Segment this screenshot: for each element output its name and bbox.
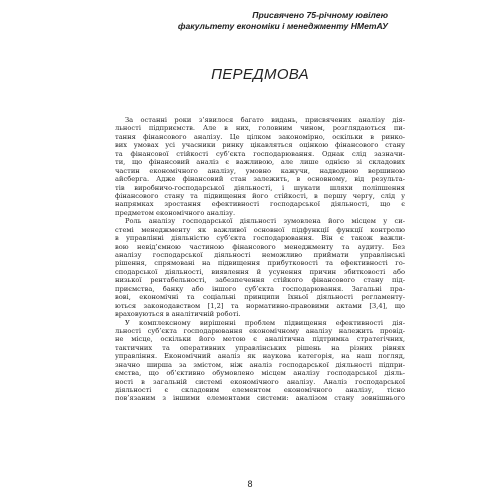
dedication-line: факультету економіки і менеджменту НМетАУ — [177, 20, 388, 31]
text-line: сподарської діяльності, виявлення й усунення причин збитковості або — [115, 267, 405, 276]
dedication-header — [128, 10, 388, 31]
text-line: стемі менеджменту як важливої основної підфункції функції контролю — [115, 225, 405, 234]
text-line: значно ширша за змістом, ніж аналіз господарської діяльності підпри- — [115, 360, 405, 369]
text-line: ються законодавством [1,2] та нормативно-правовими актами [3,4], що — [115, 301, 405, 310]
text-line: діяльності є складовим елементом економічного аналізу, тісно — [115, 386, 405, 394]
body-text — [115, 116, 405, 403]
text-line: вою невід’ємною частиною фінансового менеджменту та аудиту. Без — [115, 242, 405, 251]
text-line: ти, що фінансовий аналіз є важливою, але лише однією зі складових — [115, 158, 405, 167]
text-line: предметом економічного аналізу. — [115, 208, 236, 217]
text-line: ємства, що об’єктивно обумовлено місцем аналізу господарської діяль- — [115, 369, 405, 378]
text-line: напрямках зростання ефективності господарської діяльності, що є — [115, 200, 405, 209]
text-line: управління. Економічний аналіз як наукова категорія, на наш погляд, — [115, 352, 405, 361]
text-line: льності суб’єкта господарювання економічному аналізу належить провід- — [115, 326, 405, 335]
text-line: низької рентабельності, забезпечення стійкого фінансового стану під- — [115, 276, 405, 285]
page-number: 8 — [247, 479, 253, 489]
text-line: Роль аналізу господарської діяльності зумовлена його місцем у си- — [125, 217, 405, 226]
text-line: та фінансової стійкості суб’єкта господарювання. Однак слід зазначи- — [115, 149, 405, 158]
paragraph — [115, 217, 405, 318]
page-title: ПЕРЕДМОВА — [211, 66, 309, 83]
text-line: У комплексному вирішенні проблем підвищення ефективності дія- — [125, 318, 405, 327]
text-line: айсберга. Адже фінансовий стан залежить, в основному, від результа- — [115, 175, 405, 184]
text-line: льності підприємств. Але в них, головним чином, розглядаються пи- — [115, 124, 405, 133]
text-line: не місце, оскільки його метою є аналітична підтримка стратегічних, — [115, 335, 405, 344]
text-line: частин економічного аналізу, умовно кажучи, надводною вершиною — [115, 166, 405, 175]
paragraph — [115, 116, 405, 217]
text-line: тів виробничо-господарської діяльності, і шукати шляхи поліпшення — [115, 183, 405, 192]
text-line: в управлінні діяльністю суб’єкта господарювання. Він є також важли- — [115, 234, 405, 243]
text-line: ності в загальній системі економічного аналізу. Аналіз господарської — [115, 377, 405, 386]
text-line: За останні роки з’явилося багато видань, присвячених аналізу дія- — [125, 116, 405, 124]
paragraph — [115, 319, 405, 403]
text-line: тактичних та оперативних управлінських рішень на різних рівнях — [115, 343, 405, 352]
text-line: аналізу господарської діяльності неможливо приймати управлінські — [115, 251, 405, 259]
text-line: фінансового стану та підвищення його стійкості, в першу чергу, слід у — [115, 191, 405, 200]
text-line: вих умовах усі учасники ринку цікавляться оцінкою фінансового стану — [115, 141, 405, 150]
text-line: тання фінансового аналізу. Це цілком закономірно, оскільки в ринко- — [115, 132, 405, 141]
text-line: пов’язаним з іншими елементами системи: аналізом стану зовнішнього — [115, 394, 405, 403]
text-line: враховуються в аналітичній роботі. — [115, 310, 241, 319]
text-line: вові, економічні та соціальні принципи їхньої діяльності регламенту- — [115, 293, 405, 302]
text-line: приємства, банку або іншого суб’єкта господарювання. Загальні пра- — [115, 284, 405, 293]
text-line: рішення, спрямовані на підвищення прибутковості та ефективності го- — [115, 259, 405, 268]
dedication-line: Присвячено 75-річному ювілею — [252, 10, 388, 20]
